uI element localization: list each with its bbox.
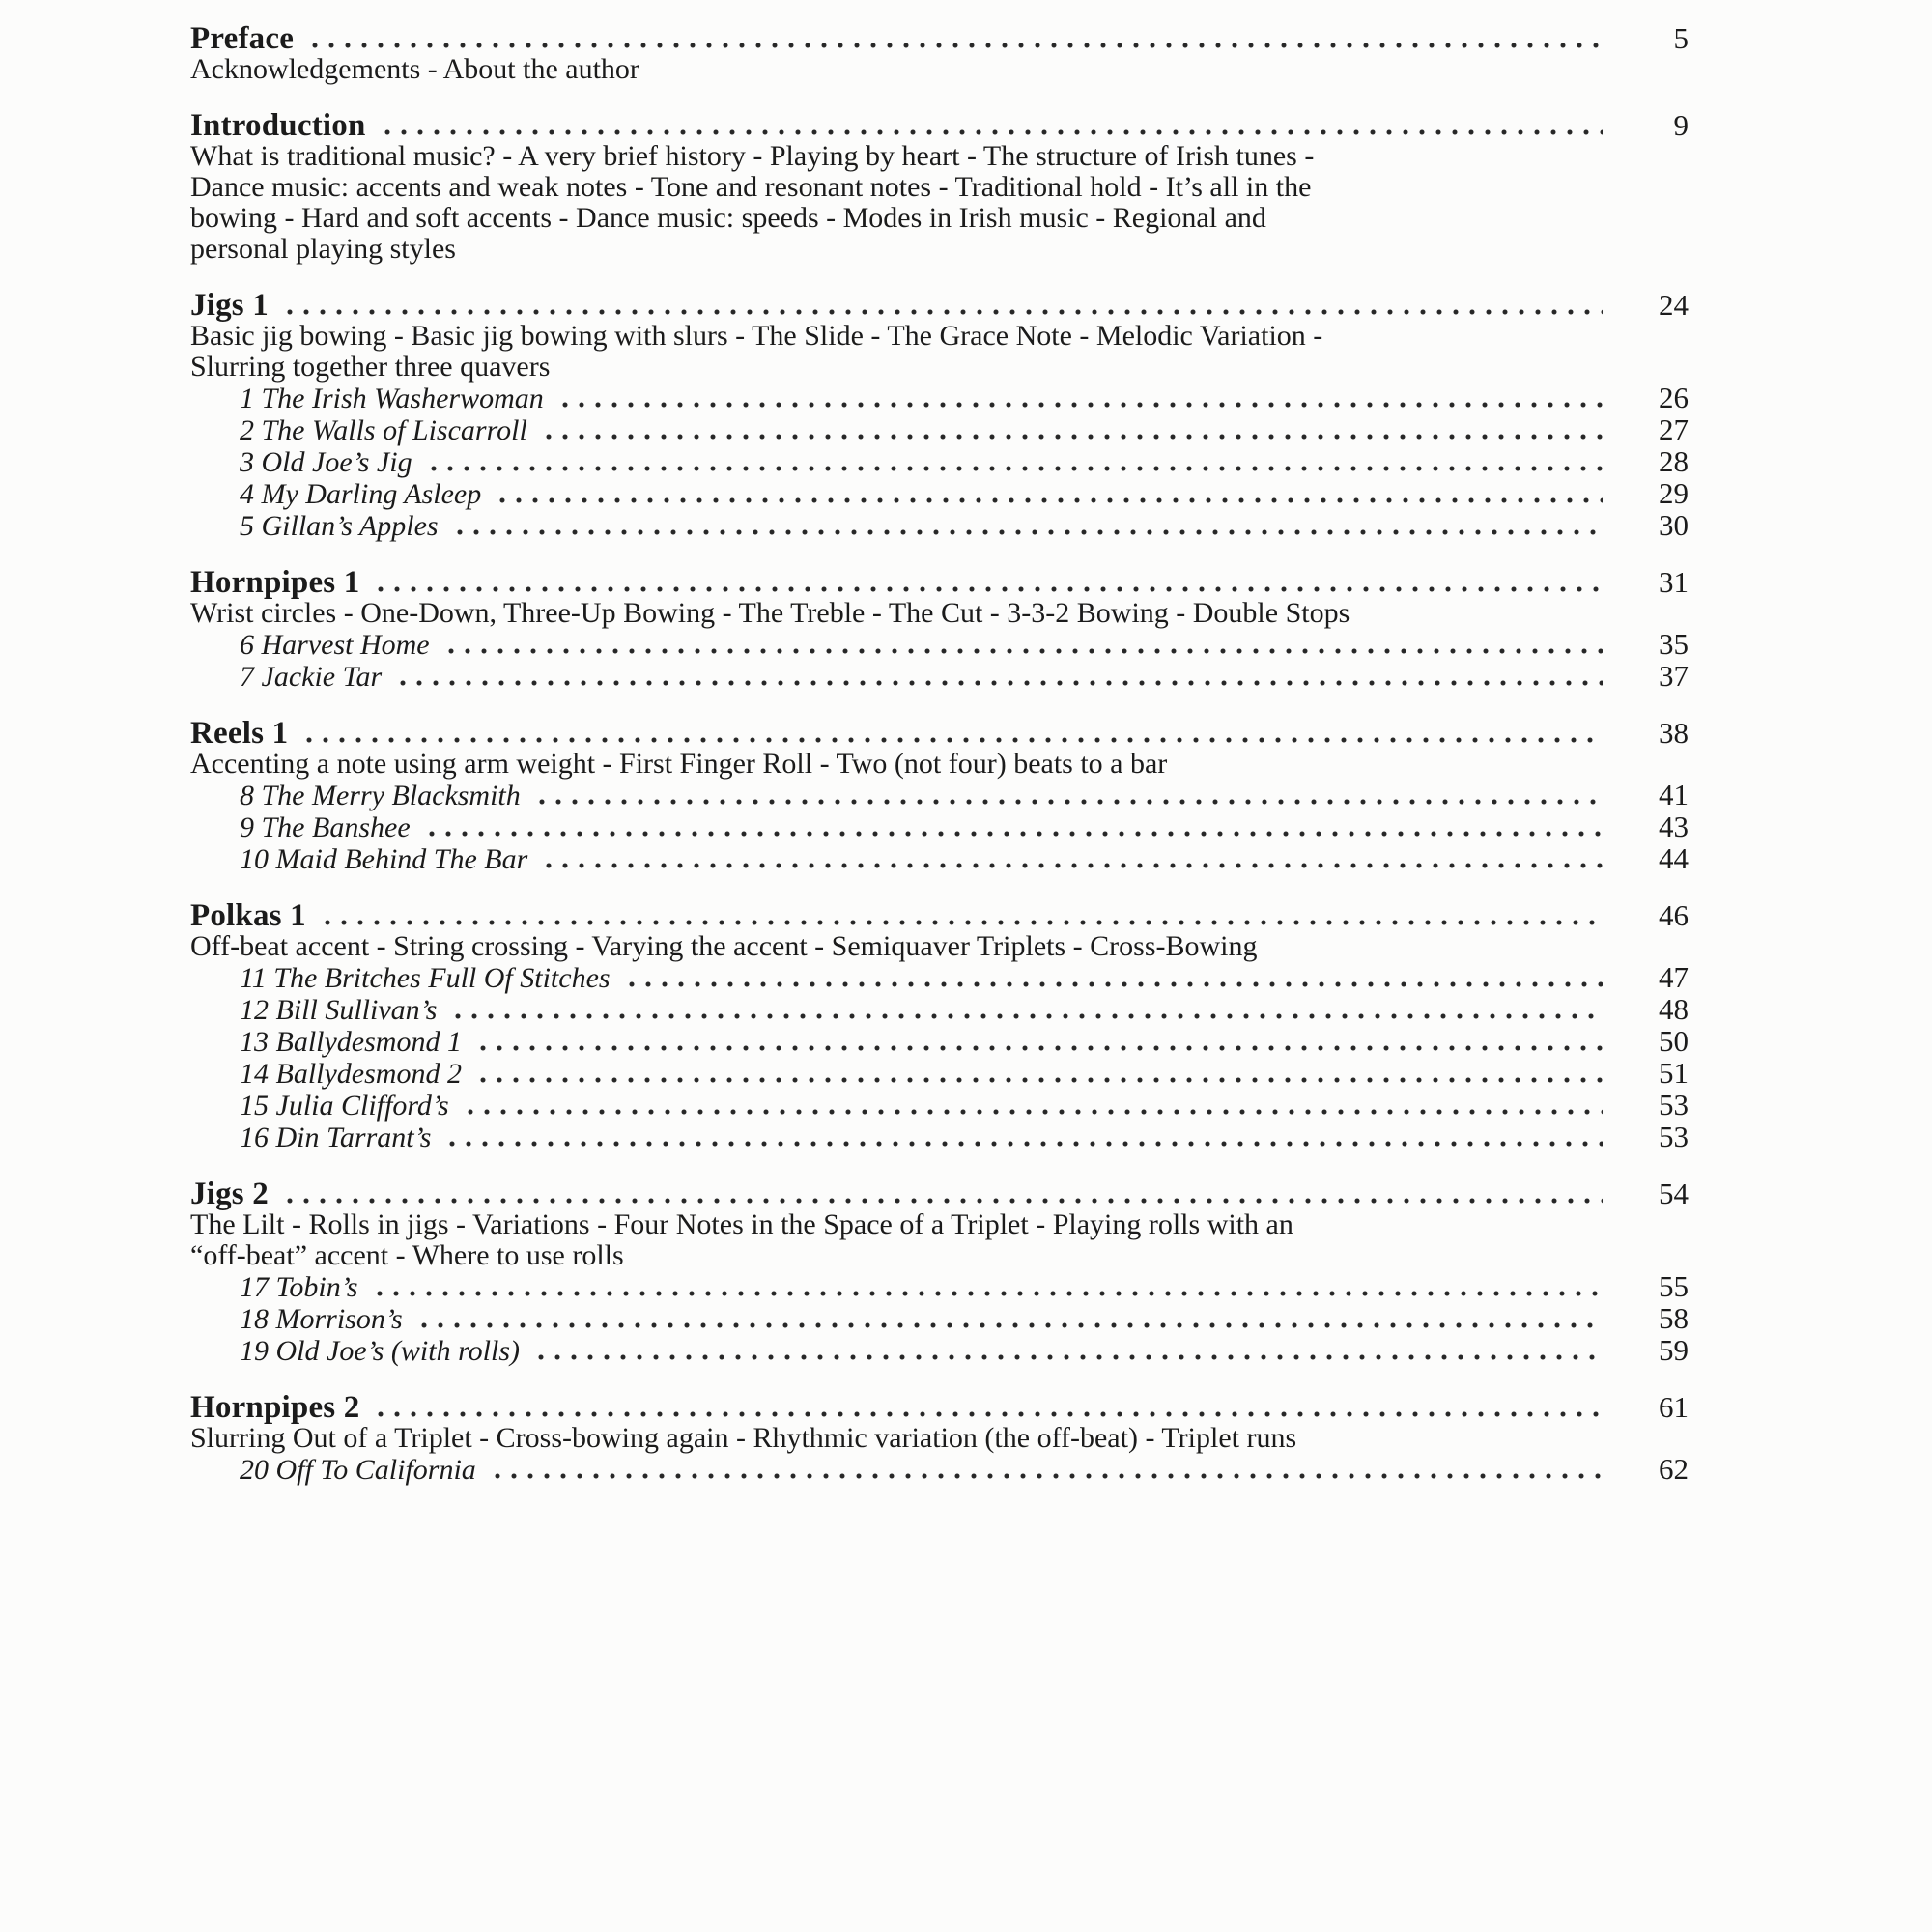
section-title: Introduction: [190, 108, 366, 143]
page-number: 24: [1659, 288, 1689, 322]
toc-section: [190, 718, 1689, 875]
section-tune-list: [190, 1271, 1689, 1367]
section-title: Jigs 2: [190, 1177, 269, 1211]
tune-title: 4 My Darling Asleep: [240, 478, 482, 510]
toc-section: [190, 290, 1689, 542]
dot-leader: [480, 1045, 1603, 1051]
section-tune-list: [190, 1454, 1689, 1486]
toc-section: [190, 110, 1689, 265]
section-description: [190, 931, 1689, 962]
tune-title: 1 The Irish Washerwoman: [240, 383, 544, 414]
section-title: Reels 1: [190, 716, 289, 751]
page-number: 37: [1659, 659, 1689, 693]
description-line: Wrist circles - One-Down, Three-Up Bowing - The Treble - The Cut - 3-3-2 Bowing - Double Stops: [190, 597, 1350, 629]
toc-section: [190, 1179, 1689, 1367]
page-number: 38: [1659, 716, 1689, 750]
dot-leader: [384, 129, 1604, 135]
toc-section: [190, 1392, 1689, 1486]
page-number: 9: [1673, 108, 1689, 142]
tune-title: 20 Off To California: [240, 1454, 476, 1486]
tune-title: 8 The Merry Blacksmith: [240, 780, 521, 811]
description-line: The Lilt - Rolls in jigs - Variations - Four Notes in the Space of a Triplet - Playing rolls with an: [190, 1208, 1293, 1240]
page-number: 29: [1659, 476, 1689, 510]
section-title: Polkas 1: [190, 898, 306, 933]
section-description: [190, 1209, 1689, 1271]
tune-entry: [190, 962, 1689, 994]
page-number: 41: [1659, 778, 1689, 811]
dot-leader: [499, 497, 1603, 503]
section-title: Hornpipes 2: [190, 1390, 360, 1425]
toc-section: [190, 900, 1689, 1153]
section-title: Preface: [190, 21, 295, 56]
section-description: [190, 598, 1689, 629]
page-number: 51: [1659, 1056, 1689, 1090]
dot-leader: [448, 648, 1603, 654]
tune-entry: [190, 1303, 1689, 1335]
tune-entry: [190, 1026, 1689, 1058]
toc-section-header-row: [190, 290, 1689, 321]
dot-leader: [377, 1291, 1603, 1296]
page-number: 30: [1659, 508, 1689, 542]
page-number: 27: [1659, 412, 1689, 446]
tune-title: 9 The Banshee: [240, 811, 411, 843]
section-tune-list: [190, 962, 1689, 1153]
toc-section-header-row: [190, 1392, 1689, 1423]
page-number: 35: [1659, 627, 1689, 661]
dot-leader: [546, 863, 1603, 868]
tune-entry: [190, 1335, 1689, 1367]
page-number: 44: [1659, 841, 1689, 875]
description-line: Accenting a note using arm weight - First Finger Roll - Two (not four) beats to a bar: [190, 748, 1168, 780]
tune-title: 5 Gillan’s Apples: [240, 510, 439, 542]
dot-leader: [421, 1322, 1603, 1328]
tune-entry: [190, 383, 1689, 414]
dot-leader: [546, 434, 1603, 440]
page-number: 62: [1659, 1452, 1689, 1486]
toc-section-header-row: [190, 718, 1689, 749]
tune-entry: [190, 414, 1689, 446]
tune-title: 18 Morrison’s: [240, 1303, 403, 1335]
description-line: personal playing styles: [190, 233, 456, 265]
dot-leader: [378, 586, 1603, 592]
page-number: 5: [1673, 21, 1689, 55]
page-number: 54: [1659, 1177, 1689, 1210]
page-number: 46: [1659, 898, 1689, 932]
dot-leader: [629, 981, 1603, 987]
tune-entry: [190, 1454, 1689, 1486]
dot-leader: [312, 43, 1603, 48]
tune-entry: [190, 478, 1689, 510]
dot-leader: [325, 920, 1603, 925]
section-tune-list: [190, 383, 1689, 542]
section-tune-list: [190, 780, 1689, 875]
page-number: 31: [1659, 565, 1689, 599]
tune-entry: [190, 1090, 1689, 1122]
tune-entry: [190, 1058, 1689, 1090]
dot-leader: [429, 831, 1603, 837]
dot-leader: [306, 737, 1603, 743]
section-description: [190, 141, 1689, 265]
dot-leader: [538, 1354, 1603, 1360]
tune-title: 12 Bill Sullivan’s: [240, 994, 438, 1026]
tune-entry: [190, 446, 1689, 478]
section-description: [190, 1423, 1689, 1454]
dot-leader: [495, 1473, 1603, 1479]
dot-leader: [480, 1077, 1603, 1083]
section-description: [190, 321, 1689, 383]
page-number: 61: [1659, 1390, 1689, 1424]
section-tune-list: [190, 629, 1689, 693]
dot-leader: [449, 1141, 1603, 1147]
section-title: Jigs 1: [190, 288, 269, 323]
toc-section-header-row: [190, 1179, 1689, 1209]
tune-title: 3 Old Joe’s Jig: [240, 446, 412, 478]
tune-title: 11 The Britches Full Of Stitches: [240, 962, 611, 994]
page-number: 50: [1659, 1024, 1689, 1058]
dot-leader: [468, 1109, 1603, 1115]
tune-entry: [190, 661, 1689, 693]
tune-title: 19 Old Joe’s (with rolls): [240, 1335, 520, 1367]
toc-section-header-row: [190, 900, 1689, 931]
tune-title: 16 Din Tarrant’s: [240, 1122, 432, 1153]
page-number: 26: [1659, 381, 1689, 414]
table-of-contents: [190, 23, 1689, 1486]
section-description: [190, 749, 1689, 780]
toc-section-header-row: [190, 23, 1689, 54]
description-line: Slurring together three quavers: [190, 351, 551, 383]
description-line: bowing - Hard and soft accents - Dance music: speeds - Modes in Irish music - Regional and: [190, 202, 1266, 234]
page-number: 53: [1659, 1088, 1689, 1122]
dot-leader: [287, 309, 1603, 315]
tune-entry: [190, 1271, 1689, 1303]
toc-section-header-row: [190, 110, 1689, 141]
tune-entry: [190, 629, 1689, 661]
dot-leader: [455, 1013, 1603, 1019]
page-number: 58: [1659, 1301, 1689, 1335]
tune-entry: [190, 780, 1689, 811]
description-line: Dance music: accents and weak notes - Tone and resonant notes - Traditional hold - It’s all in the: [190, 171, 1312, 203]
tune-title: 13 Ballydesmond 1: [240, 1026, 462, 1058]
tune-entry: [190, 811, 1689, 843]
tune-title: 2 The Walls of Liscarroll: [240, 414, 527, 446]
tune-title: 14 Ballydesmond 2: [240, 1058, 462, 1090]
tune-entry: [190, 1122, 1689, 1153]
description-line: Off-beat accent - String crossing - Varying the accent - Semiquaver Triplets - Cross-Bowing: [190, 930, 1258, 962]
tune-entry: [190, 843, 1689, 875]
description-line: What is traditional music? - A very brief history - Playing by heart - The structure of Irish tunes -: [190, 140, 1315, 172]
description-line: Slurring Out of a Triplet - Cross-bowing again - Rhythmic variation (the off-beat) - Triplet runs: [190, 1422, 1297, 1454]
page-number: 47: [1659, 960, 1689, 994]
description-line: Basic jig bowing - Basic jig bowing with slurs - The Slide - The Grace Note - Melodic Variation -: [190, 320, 1323, 352]
description-line: “off-beat” accent - Where to use rolls: [190, 1239, 624, 1271]
dot-leader: [400, 680, 1603, 686]
page-number: 55: [1659, 1269, 1689, 1303]
tune-title: 7 Jackie Tar: [240, 661, 383, 693]
dot-leader: [457, 529, 1603, 535]
dot-leader: [539, 799, 1603, 805]
dot-leader: [378, 1411, 1603, 1417]
dot-leader: [287, 1198, 1603, 1204]
tune-title: 17 Tobin’s: [240, 1271, 358, 1303]
section-title: Hornpipes 1: [190, 565, 360, 600]
description-line: Acknowledgements - About the author: [190, 53, 639, 85]
tune-title: 15 Julia Clifford’s: [240, 1090, 449, 1122]
tune-entry: [190, 994, 1689, 1026]
page-number: 43: [1659, 810, 1689, 843]
tune-entry: [190, 510, 1689, 542]
toc-section: [190, 567, 1689, 693]
tune-title: 10 Maid Behind The Bar: [240, 843, 528, 875]
dot-leader: [431, 466, 1603, 471]
page-number: 53: [1659, 1120, 1689, 1153]
toc-section: [190, 23, 1689, 85]
tune-title: 6 Harvest Home: [240, 629, 430, 661]
section-description: [190, 54, 1689, 85]
page-number: 59: [1659, 1333, 1689, 1367]
dot-leader: [562, 402, 1603, 408]
page-number: 28: [1659, 444, 1689, 478]
page-number: 48: [1659, 992, 1689, 1026]
toc-section-header-row: [190, 567, 1689, 598]
